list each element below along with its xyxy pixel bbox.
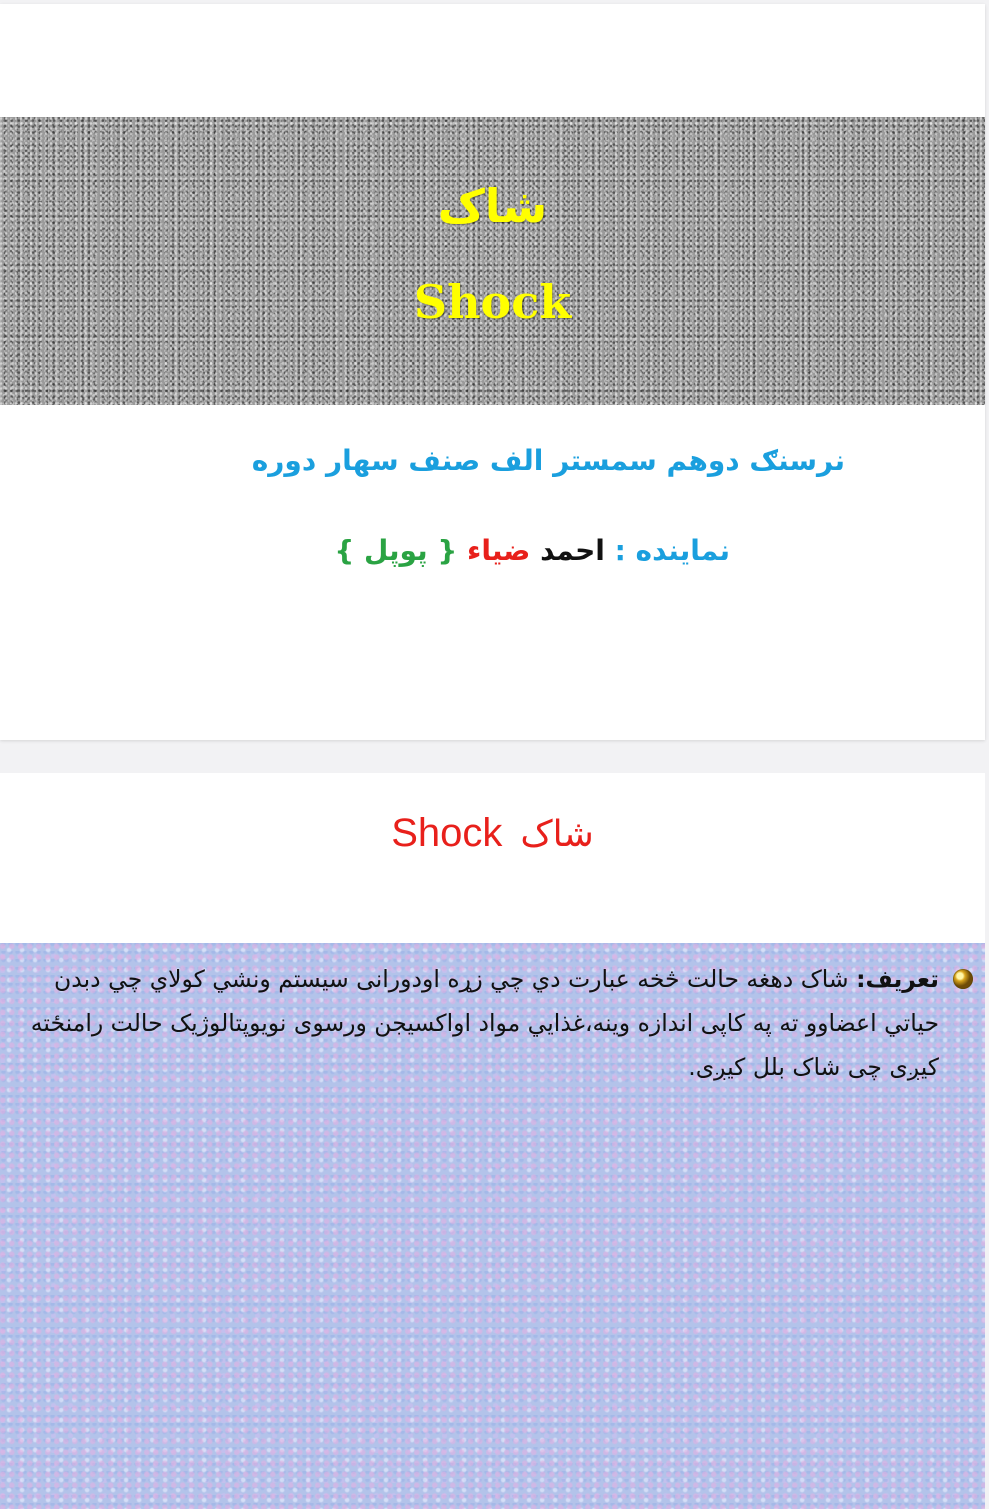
course-subtitle: نرسنګ دوهم سمستر الف صنف سهار دوره <box>251 444 845 477</box>
definition-text: شاک دهغه حالت څخه عبارت دي چي زړه اودورانی سیستم ونشي کولاي چي دبدن حیاتي اعضاوو ته په کاپی اندازه وینه،غذایي مواد اواکسیجن ورسوی نویوپتالوژیک حالت رامنځته کیږی چی شاک بلل کیږی. <box>30 965 939 1081</box>
representative-first-name: احمد <box>540 534 605 567</box>
slide2-title-pashto: شاک <box>520 814 594 855</box>
slide2-title-english: Shock <box>391 811 503 855</box>
slide2-title <box>0 811 985 856</box>
title-slide <box>0 4 985 740</box>
definition-slide <box>0 773 985 1509</box>
definition-paragraph <box>10 957 939 1089</box>
representative-label: نماینده : <box>614 534 730 567</box>
bullet-icon <box>953 969 973 989</box>
banner-title-english: Shock <box>413 275 572 329</box>
representative-last-name: ضیاء <box>467 534 531 567</box>
representative-nickname: { پوپل } <box>334 534 458 567</box>
granite-banner <box>0 117 985 405</box>
banner-title-pashto: شاک <box>437 179 548 233</box>
representative-line <box>334 534 730 567</box>
definition-label: تعریف: <box>856 965 939 993</box>
